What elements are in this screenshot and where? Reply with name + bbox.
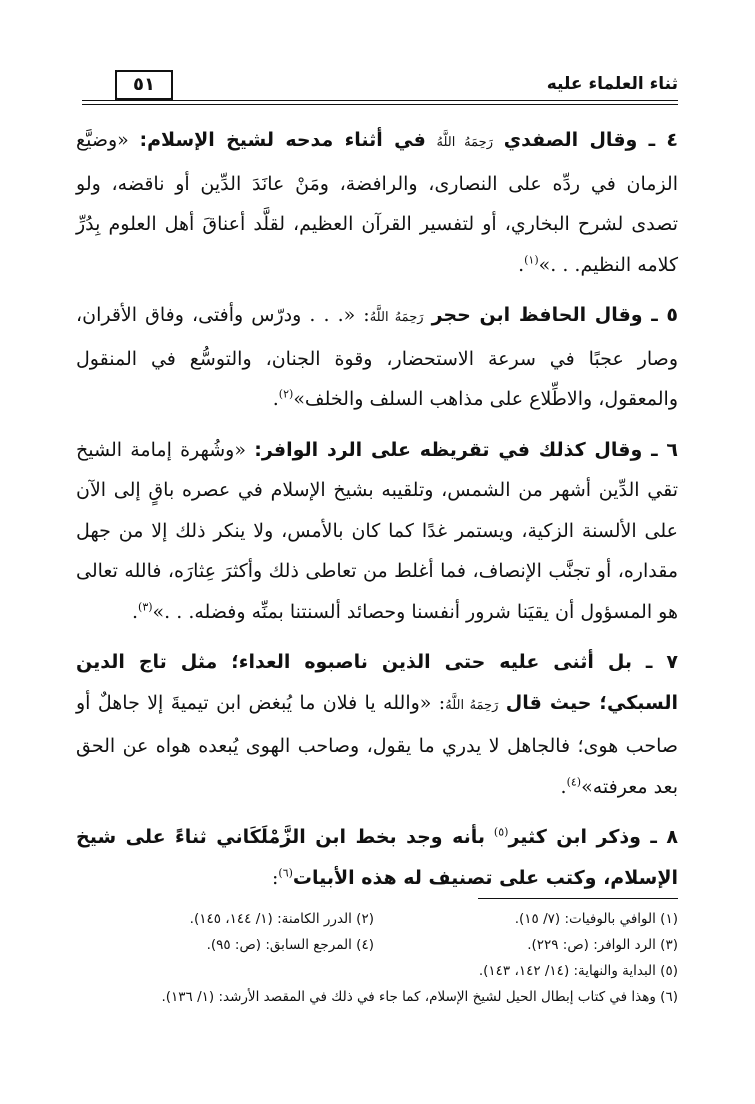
- footnote-row: [70, 984, 678, 1010]
- footnote-ref-6: (٦): [278, 866, 293, 880]
- header-rule-top: [82, 100, 678, 101]
- paragraph-8-end: :: [271, 866, 279, 889]
- paragraph-7-lead: ٧ ـ بل أثنى عليه حتى الذين ناصبوه العداء؛ مثل تاج الدين السبكي؛ حيث قال: [76, 651, 679, 714]
- page-number: ٥١: [114, 70, 174, 100]
- footnote-row: [70, 958, 678, 984]
- paragraph-6-lead: ٦ ـ وقال كذلك في تقريظه على الرد الوافر:: [254, 438, 679, 461]
- paragraph-8-lead: ٨ ـ وذكر ابن كثير: [508, 826, 678, 848]
- header-rule-bottom: [82, 104, 678, 105]
- paragraph-6: [76, 430, 678, 633]
- paragraph-7: [76, 642, 678, 807]
- footnote-3: (٣) الرد الوافر: (ص: ٢٢٩).: [527, 937, 678, 953]
- paragraph-5-lead: ٥ ـ وقال الحافظ ابن حجر: [431, 304, 678, 326]
- page-header: [82, 68, 678, 108]
- footnote-separator: [478, 898, 678, 899]
- paragraph-5-end: .: [272, 388, 279, 410]
- footnote-ref-3: (٣): [138, 600, 153, 614]
- footnotes: [70, 906, 678, 1010]
- footnote-row: [70, 932, 678, 958]
- paragraph-6-end: .: [131, 600, 139, 623]
- footnote-ref-1: (١): [524, 253, 539, 267]
- paragraph-8-lead-cont: بأنه وجد بخط ابن الزَّمْلَكَاني ثناءً على شيخ الإسلام، وكتب على تصنيف له هذه الأبيات: [76, 826, 678, 889]
- paragraph-4: [76, 120, 678, 285]
- footnote-ref-2: (٢): [278, 387, 294, 401]
- paragraph-4-lead-cont: في أثناء مدحه لشيخ الإسلام:: [139, 129, 426, 151]
- footnote-4: (٤) المرجع السابق: (ص: ٩٥).: [206, 937, 374, 953]
- footnote-ref-4: (٤): [566, 775, 582, 789]
- paragraph-4-text: «وضيَّع الزمان في ردِّه على النصارى، والرافضة، ومَنْ عانَدَ الدِّين أو ناقضه، ولو تصدى لشرح البخاري، أو لتفسير القرآن العظيم، لقلَّد أعناقَ أهل العلوم بِدُرِّ كلامه النظيم. . .»: [76, 129, 678, 276]
- honorific-mark: رَحِمَهُ اللَّهُ: [369, 310, 424, 325]
- running-title: ثناء العلماء عليه: [546, 74, 678, 94]
- footnote-6: (٦) وهذا في كتاب إبطال الحيل لشيخ الإسلام، كما جاء في ذلك في المقصد الأرشد: (١/ ١٣٦).: [161, 989, 678, 1005]
- paragraph-6-text: «وشُهرة إمامة الشيخ تقي الدِّين أشهر من الشمس، وتلقيبه بشيخ الإسلام في عصره باقٍ إلى الآن على الألسنة الزكية، ويستمر غدًا كما كان بالأمس، ولا ينكر ذلك إلا من جهل مقداره، أو تجنَّب الإنصاف، فما أغلط من تعاطى ذلك وأكثرَ عِثارَه، فالله تعالى هو المسؤول أن يقيَنا شرور أنفسنا وحصائد ألسنتنا بمنِّه وفضله. . .»: [76, 438, 678, 623]
- footnote-row: [70, 906, 678, 932]
- paragraph-4-end: .: [518, 253, 525, 276]
- footnote-1: (١) الوافي بالوفيات: (٧/ ١٥).: [514, 911, 678, 927]
- paragraph-4-lead: ٤ ـ وقال الصفدي: [503, 129, 679, 151]
- paragraph-7-text: : «والله يا فلان ما يُبغض ابن تيميةَ إلا جاهلٌ أو صاحب هوى؛ فالجاهل لا يدري ما يقول، وصاحب الهوى يُبعده هواه عن الحق بعد معرفته»: [76, 691, 678, 798]
- honorific-mark: رَحِمَهُ اللَّهُ: [436, 135, 493, 150]
- paragraph-8: [76, 817, 678, 898]
- paragraph-5-text: : «. . . ودرّس وأفتى، وفاق الأقران، وصار عجبًا في سرعة الاستحضار، وقوة الجنان، والتوسُّع في المنقول والمعقول، والاطِّلاع على مذاهب السلف والخلف»: [76, 304, 678, 410]
- honorific-mark: رَحِمَهُ اللَّهُ: [445, 697, 499, 713]
- body-text: [76, 120, 678, 908]
- footnote-2: (٢) الدرر الكامنة: (١/ ١٤٤، ١٤٥).: [189, 911, 374, 927]
- footnote-5: (٥) البداية والنهاية: (١٤/ ١٤٢، ١٤٣).: [478, 963, 678, 979]
- footnote-ref-5: (٥): [493, 825, 509, 839]
- paragraph-7-end: .: [560, 775, 567, 798]
- paragraph-5: [76, 295, 678, 420]
